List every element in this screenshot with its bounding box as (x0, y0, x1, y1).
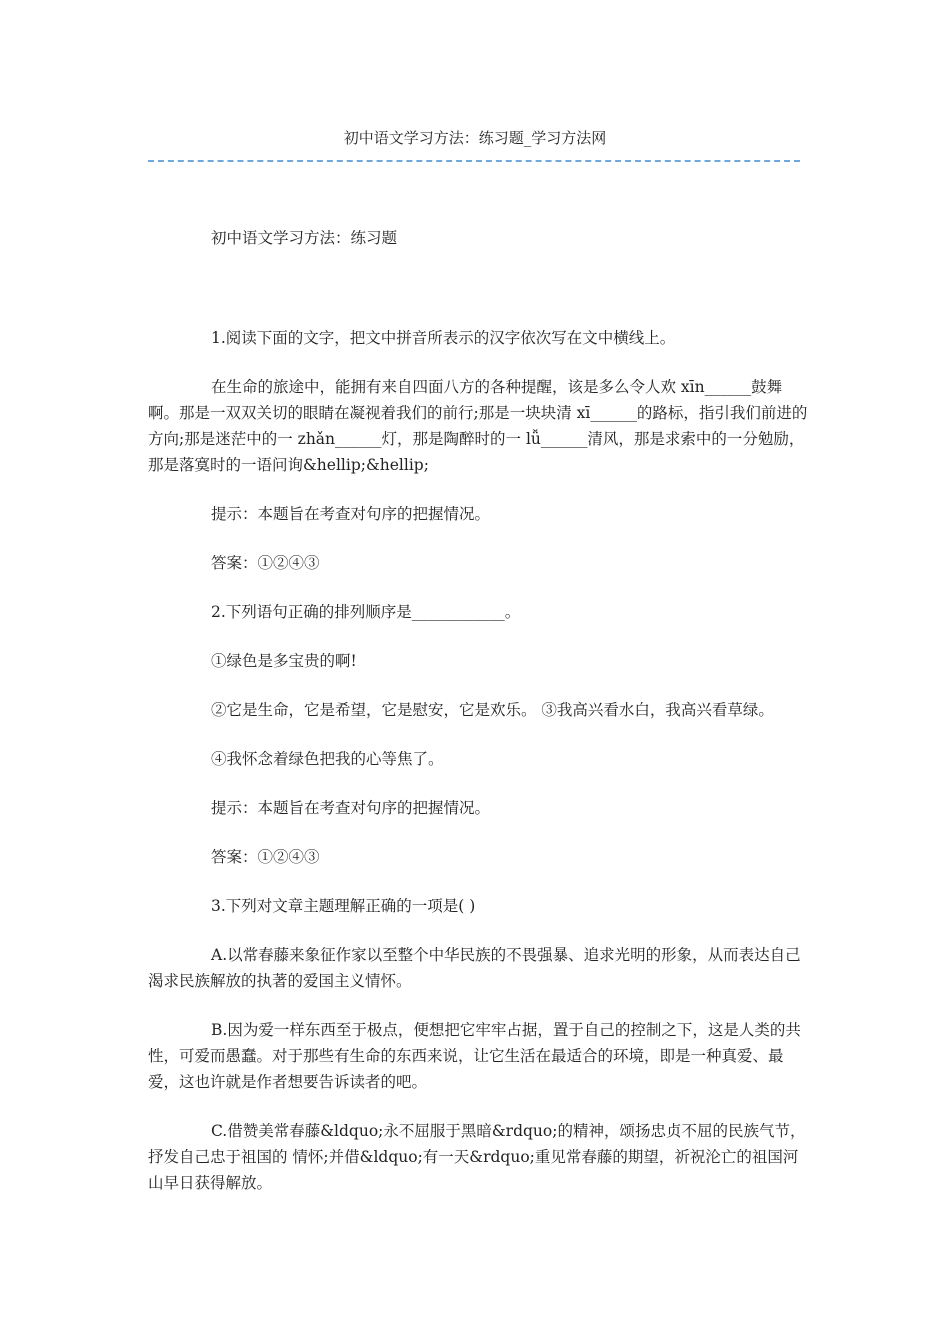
q1-answer: 答案：①②④③ (211, 554, 320, 572)
q3-option-a: A.以常春藤来象征作家以至整个中华民族的不畏强暴、追求光明的形象，从而表达自己渴求民族解放的执著的爱国主义情怀。 (148, 946, 801, 990)
q2-item-4: ④我怀念着绿色把我的心等焦了。 (211, 750, 444, 768)
q1-prompt: 1.阅读下面的文字，把文中拼音所表示的汉字依次写在文中横线上。 (211, 329, 676, 347)
q3-option-c: C.借赞美常春藤&ldquo;永不屈服于黑暗&rdquo;的精神，颂扬忠贞不屈的民族气节，抒发自己忠于祖国的 情怀;并借&ldquo;有一天&rdquo;重见常春藤的期望，祈祝沦亡的祖国河山早日获得解放。 (148, 1122, 806, 1192)
q2-item-2-3: ②它是生命，它是希望，它是慰安，它是欢乐。 ③我高兴看水白，我高兴看草绿。 (211, 701, 774, 719)
q2-hint: 提示：本题旨在考查对句序的把握情况。 (211, 799, 491, 817)
page-header-title: 初中语文学习方法：练习题_学习方法网 (343, 129, 607, 147)
q1-passage: 在生命的旅途中，能拥有来自四面八方的各种提醒，该是多么令人欢 xīn______鼓舞啊。那是一双双关切的眼睛在凝视着我们的前行;那是一块块清 xī______的路标，指引我们前进的方向;那是迷茫中的一 zhǎn______灯，那是陶醉时的一 lǚ______清风，那是求索中的一分勉励，那是落寞时的一语问询&hellip;&hellip; (148, 378, 808, 474)
q2-answer: 答案：①②④③ (211, 848, 320, 866)
header-divider (148, 160, 800, 162)
article-title: 初中语文学习方法：练习题 (211, 229, 398, 247)
q3-prompt: 3.下列对文章主题理解正确的一项是( ) (211, 897, 476, 915)
article-body (148, 225, 808, 1219)
q1-hint: 提示：本题旨在考查对句序的把握情况。 (211, 505, 491, 523)
q3-option-b: B.因为爱一样东西至于极点，便想把它牢牢占据，置于自己的控制之下，这是人类的共性，可爱而愚蠢。对于那些有生命的东西来说，让它生活在最适合的环境，即是一种真爱、最爱，这也许就是作者想要告诉读者的吧。 (148, 1021, 801, 1091)
q2-item-1: ①绿色是多宝贵的啊! (211, 652, 357, 670)
q2-prompt: 2.下列语句正确的排列顺序是____________。 (211, 603, 521, 621)
